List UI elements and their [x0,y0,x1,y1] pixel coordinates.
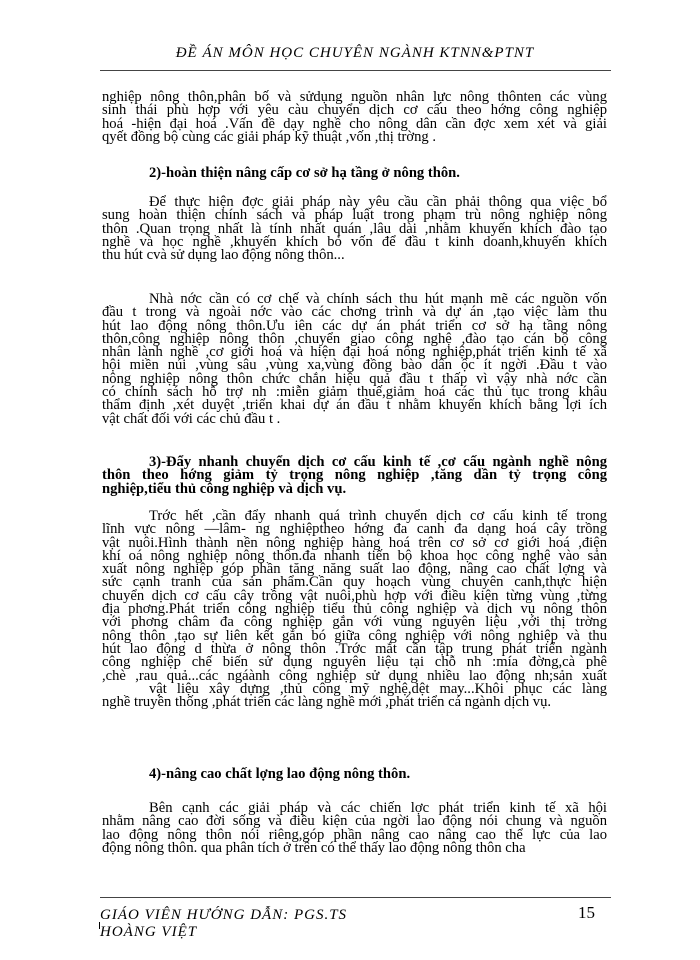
text-line: công nghiệp chế biến sử dụng nguyên liệu tại chỗ nh :mía đờng,cà phê [102,654,607,671]
text-line: thôn .Quan trọng nhất là tính nhất quán ,lâu dài ,nhằm khuyến khích đào tạo [102,220,607,237]
text-line: địa phơng.Phát triển công nghiệp tiểu thủ công nghiệp và dịch vụ nông thôn [102,601,607,618]
text-line: Nhà nớc cần có cơ chế và chính sách thu hút mạnh mẽ các nguồn vốn [149,291,607,307]
text-line: qyết đồng bộ cùng các giải pháp kỹ thuật ,vốn ,thị trờng . [102,128,436,145]
text-line: nghiệp nông thôn,phân bố và sửdụng nguồn nhân lực nông thônten các vùng [102,89,607,105]
text-line: sinh thái phù hợp với yêu càu chuyển dịch cơ cấu theo hớng công nghiệp [102,102,607,119]
text-line: nông nghiệp nông thôn chức chắn hiệu quả đầu t thấp vì vậy nhà nớc cần [102,370,607,387]
running-footer [100,903,400,940]
footer-rule [100,897,611,898]
text-line: 4)-nâng cao chất lợng lao động nông thôn. [149,766,411,782]
paragraph-1 [102,91,607,144]
text-line: 2)-hoàn thiện nâng cấp cơ sở hạ tầng ở nông thôn. [149,165,460,181]
text-line: nhân lành nghề ,cơ giới hoá và hiện đại hoá nông nghiệp,phát triển kinh tế xã [102,344,607,361]
text-line: xuất nông nghiệp góp phần tăng năng suất lao động, nâng cao chất lợng và [102,561,607,578]
text-line: thẩm định ,xét duyệt ,triển khai dự án đầu t nhằm khuyến khích bằng lợi ích [102,397,607,414]
text-line: nhằm nâng cao đời sống và điều kiện của ngời lao động nói chung và nguồn [102,813,607,830]
text-line: chuyển dịch cơ cấu cây trồng vật nuôi,phù hợp với điều kiện từng vùng ,từng [102,587,607,604]
text-line: 3)-Đẩy nhanh chuyển dịch cơ cấu kinh tế ,cơ cấu ngành nghề nông [149,454,607,470]
text-line: có chính sách hỗ trợ nh :miễn giảm thuế,giảm hoá các thủ tục trong khâu [102,384,607,401]
text-line: vật nuôi.Hình thành nền nông nghiệp hàng hoá trên cơ sở cơ giới hoá ,điện [102,534,607,551]
paragraph-4 [102,510,607,709]
text-line: thôn,công nghiệp nông thôn ,chuyển giao công nghệ ,đào tạo cán bộ công [102,330,607,347]
text-line: nghề truyền thống ,phát triển các làng nghề mới ,phát triển cá ngành dịch vụ. [102,694,552,711]
text-line: lao động nông thôn nói riêng,góp phần nâng cao nâng cao thể lực của lao [102,826,607,843]
text-line: sức cạnh tranh của sản phẩm.Cần quy hoạch vùng chuyên canh,thực hiện [102,574,607,591]
text-line: hút lao động nông thôn.Ưu iên các dự án phát triển cơ sở hạ tầng nông [102,317,607,334]
text-line: thôn theo hớng giảm tỷ trọng nông nghiệp ,tăng dần tỷ trọng công [102,467,607,484]
running-header [100,40,610,61]
text-line: vật chất đối với các chủ đầu t . [102,410,281,427]
paragraph-2 [102,196,607,262]
text-line: vật liệu xây dựng ,thủ công mỹ nghệ,dệt may...Khôi phục các làng [149,680,607,697]
text-line: Trớc hết ,cần đẩy nhanh quá trình chuyển dịch cơ cấu kinh tế trong [149,508,607,524]
text-line: lĩnh vực nông —lâm- ng nghiệptheo hớng đa canh đa dạng hoá cây trồng [102,521,607,538]
text-line: động nông thôn. qua phân tích ở trên có thể thấy lao động nông thôn cha [102,839,526,856]
footer-advisor: GIÁO VIÊN HƯỚNG DẪN: PGS.TS HOÀNG VIỆT [100,907,348,940]
page-number: 15 [578,903,595,922]
text-line: Bên cạnh các giải pháp và các chiến lợc phát triển kinh tế xã hội [149,800,607,816]
text-line: ,chè ,rau quả...các ngáành công nghiệp sử dụng nhiều lao động nh;sản xuất [102,667,607,684]
paragraph-5 [102,802,607,855]
header-title: ĐỀ ÁN MÔN HỌC CHUYÊN NGÀNH KTNN&PTNT [175,45,535,61]
heading-4 [102,768,607,781]
text-line: nghiệp,tiểu thủ công nghiệp và dịch vụ. [102,480,347,497]
text-line: thu hút cvà sử dụng lao động nông thôn... [102,247,345,264]
text-line: Để thực hiện đợc giải pháp này yêu cầu cần phải thông qua việc bổ [149,194,607,210]
cursor-mark [99,922,100,929]
text-line: hoá -hiện đại hoá .Vấn đề dạy nghề cho nông dân cần đợc xem xét và giải [102,115,607,132]
text-line: sung hoàn thiện chính sách và pháp luật trong phạm trù nông nghiệp nông [102,207,607,224]
text-line: nghề và học nghề ,khuyến khích bỏ vốn để đầu t kinh doanh,khuyến khích [102,233,607,250]
text-line: hút lao động d thừa ở nông thôn .Trớc mắt cần tập trung phát triển ngành [102,640,607,657]
heading-3 [102,456,607,496]
text-line: khí oá nông nghiệp nông thôn.đa nhanh tiến bộ khoa học công nghệ vào sản [102,547,607,564]
text-line: hội miền núi ,vùng sâu ,vùng xa,vùng đồng bào dân ộc ít ngời .Đầu t vào [102,357,607,374]
text-line: nông thôn ,tạo sự liên kết gắn bó giữa công nghiệp với nông nghiệp và thu [102,627,607,644]
header-rule [100,70,611,71]
text-line: đầu t trong và ngoài nớc vào các chơng trình và dự án ,tạo việc làm thu [102,304,607,321]
text-line: với phơng châm đa công nghiệp gắn với vùng nguyên liệu ,với thị trờng [102,614,607,631]
heading-2 [102,167,607,180]
paragraph-3 [102,293,607,426]
